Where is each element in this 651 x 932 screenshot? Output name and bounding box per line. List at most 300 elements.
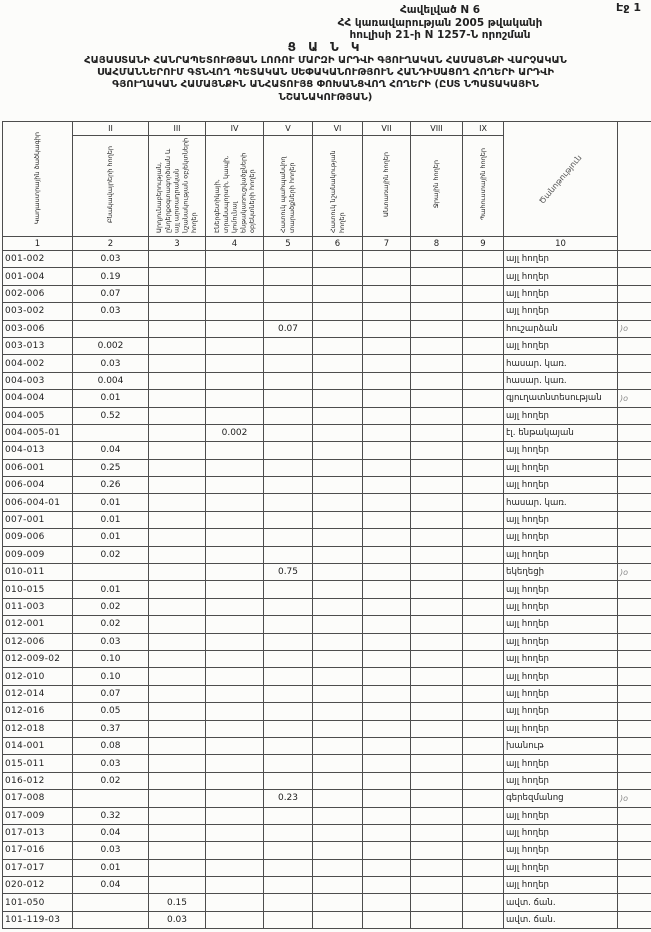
value-cell [411, 285, 463, 302]
table-row [3, 598, 651, 615]
value-cell [463, 703, 504, 720]
value-cell [363, 894, 411, 911]
value-cell [206, 251, 264, 268]
note-cell: այլ հողեր [504, 877, 618, 894]
cadastral-code-cell: 006-004-01 [3, 494, 73, 511]
annex-line: Հավելված N 6 [399, 4, 481, 16]
value-cell [363, 668, 411, 685]
value-cell [149, 529, 206, 546]
value-cell [411, 477, 463, 494]
note-cell: այլ հողեր [504, 459, 618, 476]
table-row [3, 772, 651, 789]
value-cell [206, 285, 264, 302]
cadastral-code-cell: 010-015 [3, 581, 73, 598]
margin-mark [618, 442, 651, 459]
value-cell [264, 755, 313, 772]
table-row [3, 616, 651, 633]
value-cell [264, 494, 313, 511]
value-cell [411, 407, 463, 424]
value-cell [363, 337, 411, 354]
value-cell [149, 477, 206, 494]
cadastral-code-cell: 011-003 [3, 598, 73, 615]
value-cell: 0.19 [73, 268, 149, 285]
value-cell [463, 511, 504, 528]
margin-mark [618, 616, 651, 633]
value-cell [363, 859, 411, 876]
value-cell [264, 894, 313, 911]
category-header-label: Ջրային հողեր [432, 160, 441, 209]
value-cell [206, 616, 264, 633]
cadastral-code-cell: 020-012 [3, 877, 73, 894]
value-cell [363, 720, 411, 737]
value-cell [149, 564, 206, 581]
margin-mark [618, 372, 651, 389]
value-cell [463, 894, 504, 911]
cadastral-code-cell: 003-013 [3, 337, 73, 354]
table-row [3, 790, 651, 807]
value-cell: 0.15 [149, 894, 206, 911]
annex-block [300, 4, 580, 42]
value-cell [149, 859, 206, 876]
value-cell [149, 494, 206, 511]
value-cell [206, 598, 264, 615]
value-cell [463, 668, 504, 685]
value-cell: 0.23 [264, 790, 313, 807]
margin-mark [618, 407, 651, 424]
value-cell [411, 772, 463, 789]
value-cell [264, 859, 313, 876]
note-cell: գյուղատնտեսության [504, 390, 618, 407]
subtitle-line: ԳՅՈՒՂԱԿԱՆ ՀԱՄԱՅՆՔԻՆ ԱՆՀԱՏՈՒՅՑ ՓՈԽԱՆՑՎՈՂ ՀՈՂԵՐԻ (ԸՍՏ ՆՊԱՏԱԿԱՅԻՆ [112, 79, 539, 91]
value-cell [149, 737, 206, 754]
value-cell [206, 268, 264, 285]
note-cell: այլ հողեր [504, 407, 618, 424]
value-cell [264, 668, 313, 685]
column-number: 5 [264, 237, 313, 251]
column-number: 2 [73, 237, 149, 251]
value-cell [149, 703, 206, 720]
col-header-category [73, 136, 149, 237]
value-cell [313, 685, 363, 702]
cadastral-code-cell: 012-006 [3, 633, 73, 650]
table-row [3, 424, 651, 441]
table-row [3, 911, 651, 928]
value-cell [313, 703, 363, 720]
margin-mark [618, 720, 651, 737]
col-header-note [504, 122, 618, 237]
note-cell: այլ հողեր [504, 842, 618, 859]
value-cell [149, 511, 206, 528]
category-header-label: Պահուստային հողեր [478, 148, 487, 221]
value-cell [206, 894, 264, 911]
cadastral-code-cell: 004-005 [3, 407, 73, 424]
note-cell: այլ հողեր [504, 720, 618, 737]
value-cell [313, 390, 363, 407]
value-cell [411, 911, 463, 928]
margin-mark [618, 251, 651, 268]
note-cell: էլ. ենթակայան [504, 424, 618, 441]
value-cell [463, 772, 504, 789]
value-cell [463, 824, 504, 841]
value-cell [149, 824, 206, 841]
cadastral-code-cell: 004-004 [3, 390, 73, 407]
cadastral-code-cell: 101-119-03 [3, 911, 73, 928]
cadastral-code-cell: 016-012 [3, 772, 73, 789]
note-cell: այլ հողեր [504, 668, 618, 685]
roman-numeral: VI [313, 122, 363, 136]
margin-mark [618, 337, 651, 354]
land-table [2, 121, 651, 929]
value-cell [206, 337, 264, 354]
value-cell [264, 424, 313, 441]
value-cell [313, 668, 363, 685]
value-cell: 0.26 [73, 477, 149, 494]
value-cell [411, 685, 463, 702]
value-cell [264, 911, 313, 928]
value-cell: 0.01 [73, 529, 149, 546]
cadastral-code-cell: 017-009 [3, 807, 73, 824]
roman-numeral: V [264, 122, 313, 136]
value-cell [363, 790, 411, 807]
category-header-label: Արդյունաբերության, ընդերքօգտագործման և այլ արտադրական նշանակության օբյեկտների հողեր [155, 137, 199, 233]
value-cell [411, 268, 463, 285]
note-cell: հասար. կառ. [504, 355, 618, 372]
cadastral-code-cell: 002-006 [3, 285, 73, 302]
cadastral-code-cell: 012-010 [3, 668, 73, 685]
value-cell [463, 355, 504, 372]
value-cell [264, 877, 313, 894]
value-cell [313, 842, 363, 859]
value-cell [411, 668, 463, 685]
value-cell [206, 755, 264, 772]
value-cell [411, 442, 463, 459]
value-cell [206, 877, 264, 894]
value-cell [363, 529, 411, 546]
value-cell [463, 842, 504, 859]
note-cell: այլ հողեր [504, 650, 618, 667]
table-row [3, 720, 651, 737]
value-cell [411, 251, 463, 268]
value-cell [411, 564, 463, 581]
value-cell [73, 894, 149, 911]
value-cell [363, 285, 411, 302]
cadastral-code-cell: 012-016 [3, 703, 73, 720]
value-cell [149, 807, 206, 824]
value-cell [264, 598, 313, 615]
column-number: 1 [3, 237, 73, 251]
value-cell: 0.08 [73, 737, 149, 754]
margin-mark [618, 842, 651, 859]
value-cell: 0.04 [73, 442, 149, 459]
value-cell [411, 807, 463, 824]
value-cell [264, 407, 313, 424]
value-cell: 0.002 [206, 424, 264, 441]
cadastral-code-cell: 017-013 [3, 824, 73, 841]
value-cell [149, 685, 206, 702]
value-cell [206, 703, 264, 720]
value-cell: 0.01 [73, 494, 149, 511]
cadastral-code-header-label: Կադաստրային ծածկագիր [33, 131, 42, 225]
margin-mark [618, 355, 651, 372]
value-cell [149, 285, 206, 302]
value-cell [411, 459, 463, 476]
value-cell [149, 877, 206, 894]
cadastral-code-cell: 006-004 [3, 477, 73, 494]
value-cell [363, 581, 411, 598]
margin-mark [618, 737, 651, 754]
value-cell [149, 755, 206, 772]
value-cell [411, 511, 463, 528]
value-cell [149, 407, 206, 424]
value-cell [463, 859, 504, 876]
value-cell [363, 842, 411, 859]
value-cell [411, 650, 463, 667]
value-cell [363, 703, 411, 720]
value-cell [463, 424, 504, 441]
value-cell: 0.37 [73, 720, 149, 737]
roman-numeral: IX [463, 122, 504, 136]
value-cell: 0.01 [73, 390, 149, 407]
table-row [3, 581, 651, 598]
table-row [3, 737, 651, 754]
value-cell [149, 790, 206, 807]
value-cell [363, 824, 411, 841]
margin-mark [618, 598, 651, 615]
margin-mark [618, 511, 651, 528]
value-cell [463, 877, 504, 894]
margin-mark [618, 824, 651, 841]
value-cell [73, 564, 149, 581]
table-row [3, 859, 651, 876]
value-cell [463, 790, 504, 807]
value-cell [149, 424, 206, 441]
margin-mark [618, 546, 651, 563]
value-cell [463, 911, 504, 928]
column-number: 3 [149, 237, 206, 251]
value-cell [313, 529, 363, 546]
value-cell [206, 911, 264, 928]
col-header-category [206, 136, 264, 237]
value-cell [363, 424, 411, 441]
margin-mark [618, 268, 651, 285]
value-cell [264, 807, 313, 824]
value-cell [206, 720, 264, 737]
value-cell [363, 807, 411, 824]
cadastral-code-cell: 003-006 [3, 320, 73, 337]
table-row [3, 807, 651, 824]
note-cell: խանութ [504, 737, 618, 754]
value-cell [206, 668, 264, 685]
value-cell: 0.03 [73, 251, 149, 268]
table-row [3, 494, 651, 511]
value-cell: 0.004 [73, 372, 149, 389]
note-cell: այլ հողեր [504, 807, 618, 824]
cadastral-code-cell: 006-001 [3, 459, 73, 476]
table-row [3, 355, 651, 372]
column-number: 7 [363, 237, 411, 251]
value-cell [463, 268, 504, 285]
value-cell [206, 546, 264, 563]
value-cell [206, 772, 264, 789]
value-cell [73, 911, 149, 928]
value-cell [206, 564, 264, 581]
value-cell [264, 285, 313, 302]
value-cell [206, 842, 264, 859]
value-cell [411, 581, 463, 598]
value-cell [264, 703, 313, 720]
cadastral-code-cell: 012-018 [3, 720, 73, 737]
table-row [3, 337, 651, 354]
value-cell [363, 755, 411, 772]
value-cell [264, 581, 313, 598]
value-cell [264, 650, 313, 667]
value-cell [73, 320, 149, 337]
note-cell: հուշարձան [504, 320, 618, 337]
cadastral-code-cell: 007-001 [3, 511, 73, 528]
margin-mark [618, 424, 651, 441]
table-row [3, 372, 651, 389]
value-cell: 0.25 [73, 459, 149, 476]
value-cell [463, 407, 504, 424]
table-row [3, 320, 651, 337]
note-cell: այլ հողեր [504, 268, 618, 285]
cadastral-code-cell: 012-014 [3, 685, 73, 702]
value-cell: 0.01 [73, 581, 149, 598]
value-cell [313, 633, 363, 650]
note-cell: այլ հողեր [504, 859, 618, 876]
value-cell [264, 372, 313, 389]
value-cell [463, 459, 504, 476]
value-cell [149, 337, 206, 354]
value-cell [313, 424, 363, 441]
margin-mark [618, 685, 651, 702]
col-header-cadastral-code [3, 122, 73, 237]
note-cell: այլ հողեր [504, 285, 618, 302]
annex-line: հուլիսի 21-ի N 1257-Ն որոշման [349, 29, 531, 42]
value-cell [149, 355, 206, 372]
value-cell [206, 407, 264, 424]
table-row [3, 650, 651, 667]
column-number: 6 [313, 237, 363, 251]
value-cell [206, 581, 264, 598]
note-cell: այլ հողեր [504, 442, 618, 459]
value-cell [264, 772, 313, 789]
value-cell [463, 529, 504, 546]
margin-mark [618, 668, 651, 685]
value-cell [363, 564, 411, 581]
value-cell [264, 442, 313, 459]
value-cell [149, 303, 206, 320]
value-cell [149, 650, 206, 667]
table-row [3, 894, 651, 911]
col-header-category [363, 136, 411, 237]
value-cell [149, 581, 206, 598]
table-row [3, 633, 651, 650]
value-cell [313, 303, 363, 320]
value-cell [149, 598, 206, 615]
value-cell [313, 251, 363, 268]
margin-mark [618, 772, 651, 789]
value-cell [411, 737, 463, 754]
table-row [3, 564, 651, 581]
value-cell [149, 390, 206, 407]
col-header-category [463, 136, 504, 237]
value-cell [363, 355, 411, 372]
table-row [3, 546, 651, 563]
value-cell: 0.05 [73, 703, 149, 720]
roman-numeral: VII [363, 122, 411, 136]
cadastral-code-cell: 017-017 [3, 859, 73, 876]
margin-mark [618, 477, 651, 494]
value-cell [149, 372, 206, 389]
table-row [3, 755, 651, 772]
value-cell [463, 737, 504, 754]
value-cell [73, 790, 149, 807]
value-cell [363, 633, 411, 650]
value-cell [264, 390, 313, 407]
value-cell [149, 459, 206, 476]
table-row [3, 442, 651, 459]
table-row [3, 407, 651, 424]
value-cell [411, 842, 463, 859]
cadastral-code-cell: 009-009 [3, 546, 73, 563]
value-cell [206, 650, 264, 667]
note-cell: այլ հողեր [504, 755, 618, 772]
cadastral-code-cell: 004-005-01 [3, 424, 73, 441]
cadastral-code-cell: 003-002 [3, 303, 73, 320]
col-header-category [149, 136, 206, 237]
value-cell [264, 268, 313, 285]
margin-mark [618, 303, 651, 320]
value-cell [149, 320, 206, 337]
value-cell [264, 477, 313, 494]
margin-mark [618, 703, 651, 720]
value-cell [313, 581, 363, 598]
value-cell: 0.02 [73, 546, 149, 563]
margin-mark [618, 911, 651, 928]
note-cell: այլ հողեր [504, 546, 618, 563]
cadastral-code-cell: 010-011 [3, 564, 73, 581]
value-cell [463, 337, 504, 354]
value-cell [206, 737, 264, 754]
roman-numeral: II [73, 122, 149, 136]
value-cell [463, 598, 504, 615]
subtitle-line: ՆՇԱՆԱԿՈՒԹՅԱՆ) [278, 91, 373, 103]
value-cell [313, 616, 363, 633]
value-cell [463, 650, 504, 667]
value-cell [363, 546, 411, 563]
value-cell [411, 703, 463, 720]
category-header-label: Բնակավայրերի հողեր [106, 145, 115, 224]
value-cell [411, 390, 463, 407]
value-cell [363, 320, 411, 337]
value-cell [206, 511, 264, 528]
doc-title: Ց Ա Ն Կ [287, 40, 364, 54]
value-cell [411, 494, 463, 511]
cadastral-code-cell: 014-001 [3, 737, 73, 754]
value-cell [363, 390, 411, 407]
note-cell: այլ հողեր [504, 772, 618, 789]
value-cell [411, 320, 463, 337]
note-cell: այլ հողեր [504, 598, 618, 615]
value-cell [463, 303, 504, 320]
note-cell: ավտ. ճան. [504, 911, 618, 928]
table-row [3, 268, 651, 285]
table-row [3, 842, 651, 859]
value-cell [206, 807, 264, 824]
note-cell: այլ հողեր [504, 633, 618, 650]
margin-mark: )o [618, 564, 651, 581]
